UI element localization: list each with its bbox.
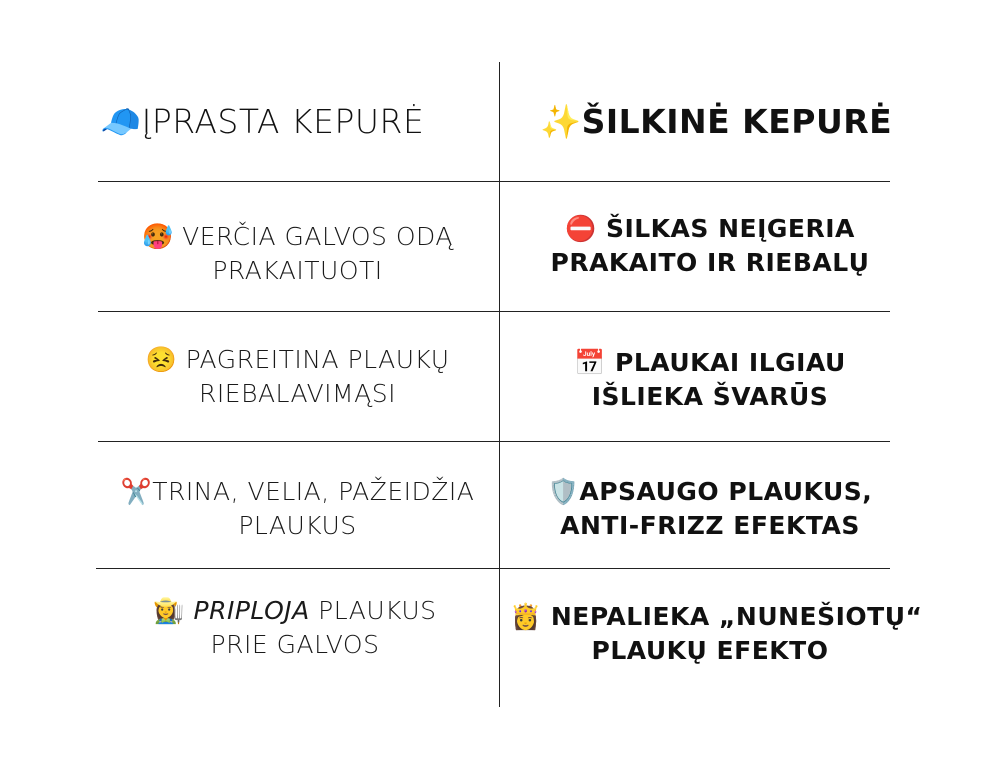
left-cell-row-4 xyxy=(95,594,495,662)
right-row-1-line-1: ŠILKAS NEĮGERIA xyxy=(605,214,855,243)
right-row-4-line-1: NEPALIEKA „NUNEŠIOTŲ“ xyxy=(550,602,923,631)
header-silk-cap xyxy=(540,100,900,144)
left-row-4-line-2: PRIE GALVOS xyxy=(210,630,380,659)
center-divider xyxy=(499,62,500,707)
princess-icon: 👸 xyxy=(510,602,542,631)
hot-face-icon: 🥵 xyxy=(142,222,174,251)
shield-icon: 🛡️ xyxy=(547,477,580,506)
row-divider-3 xyxy=(98,441,890,442)
left-row-1-line-1: VERČIA GALVOS ODĄ xyxy=(182,222,453,251)
farmer-icon: 👩‍🌾 xyxy=(153,596,186,625)
right-cell-row-4 xyxy=(510,600,923,668)
header-regular-cap-label: ĮPRASTA KEPURĖ xyxy=(141,102,425,141)
left-row-4-italic-word: PRIPLOJA xyxy=(193,596,310,625)
left-row-4-line-1-rest: PLAUKUS xyxy=(309,596,437,625)
left-row-1-line-2: PRAKAITUOTI xyxy=(212,256,383,285)
row-divider-1 xyxy=(98,181,890,182)
cap-icon: 🧢 xyxy=(100,102,142,141)
left-row-3-line-2: PLAUKUS xyxy=(238,511,357,540)
header-regular-cap xyxy=(100,100,460,144)
right-row-3-line-2: ANTI-FRIZZ EFEKTAS xyxy=(560,511,860,540)
right-row-3-line-1: APSAUGO PLAUKUS, xyxy=(579,477,873,506)
left-cell-row-1 xyxy=(100,220,495,288)
row-divider-4 xyxy=(96,568,890,569)
no-entry-icon: ⛔ xyxy=(565,214,597,243)
right-row-2-line-1: PLAUKAI ILGIAU xyxy=(615,348,846,377)
right-row-2-line-2: IŠLIEKA ŠVARŪS xyxy=(591,382,829,411)
right-cell-row-3 xyxy=(510,475,910,543)
persevering-face-icon: 😣 xyxy=(145,345,178,374)
right-cell-row-1 xyxy=(510,212,910,280)
left-row-2-line-2: RIEBALAVIMĄSI xyxy=(199,379,396,408)
right-row-4-line-2: PLAUKŲ EFEKTO xyxy=(591,636,829,665)
sparkles-icon: ✨ xyxy=(540,102,582,141)
left-row-3-line-1: TRINA, VELIA, PAŽEIDŽIA xyxy=(152,477,475,506)
right-cell-row-2 xyxy=(510,346,910,414)
header-silk-cap-label: ŠILKINĖ KEPURĖ xyxy=(581,102,893,141)
right-row-1-line-2: PRAKAITO IR RIEBALŲ xyxy=(550,248,870,277)
left-cell-row-2 xyxy=(100,343,495,411)
left-cell-row-3 xyxy=(95,475,500,543)
calendar-icon: 📅 xyxy=(574,348,606,377)
left-row-2-line-1: PAGREITINA PLAUKŲ xyxy=(185,345,450,374)
scissors-icon: ✂️ xyxy=(120,477,153,506)
row-divider-2 xyxy=(98,311,890,312)
